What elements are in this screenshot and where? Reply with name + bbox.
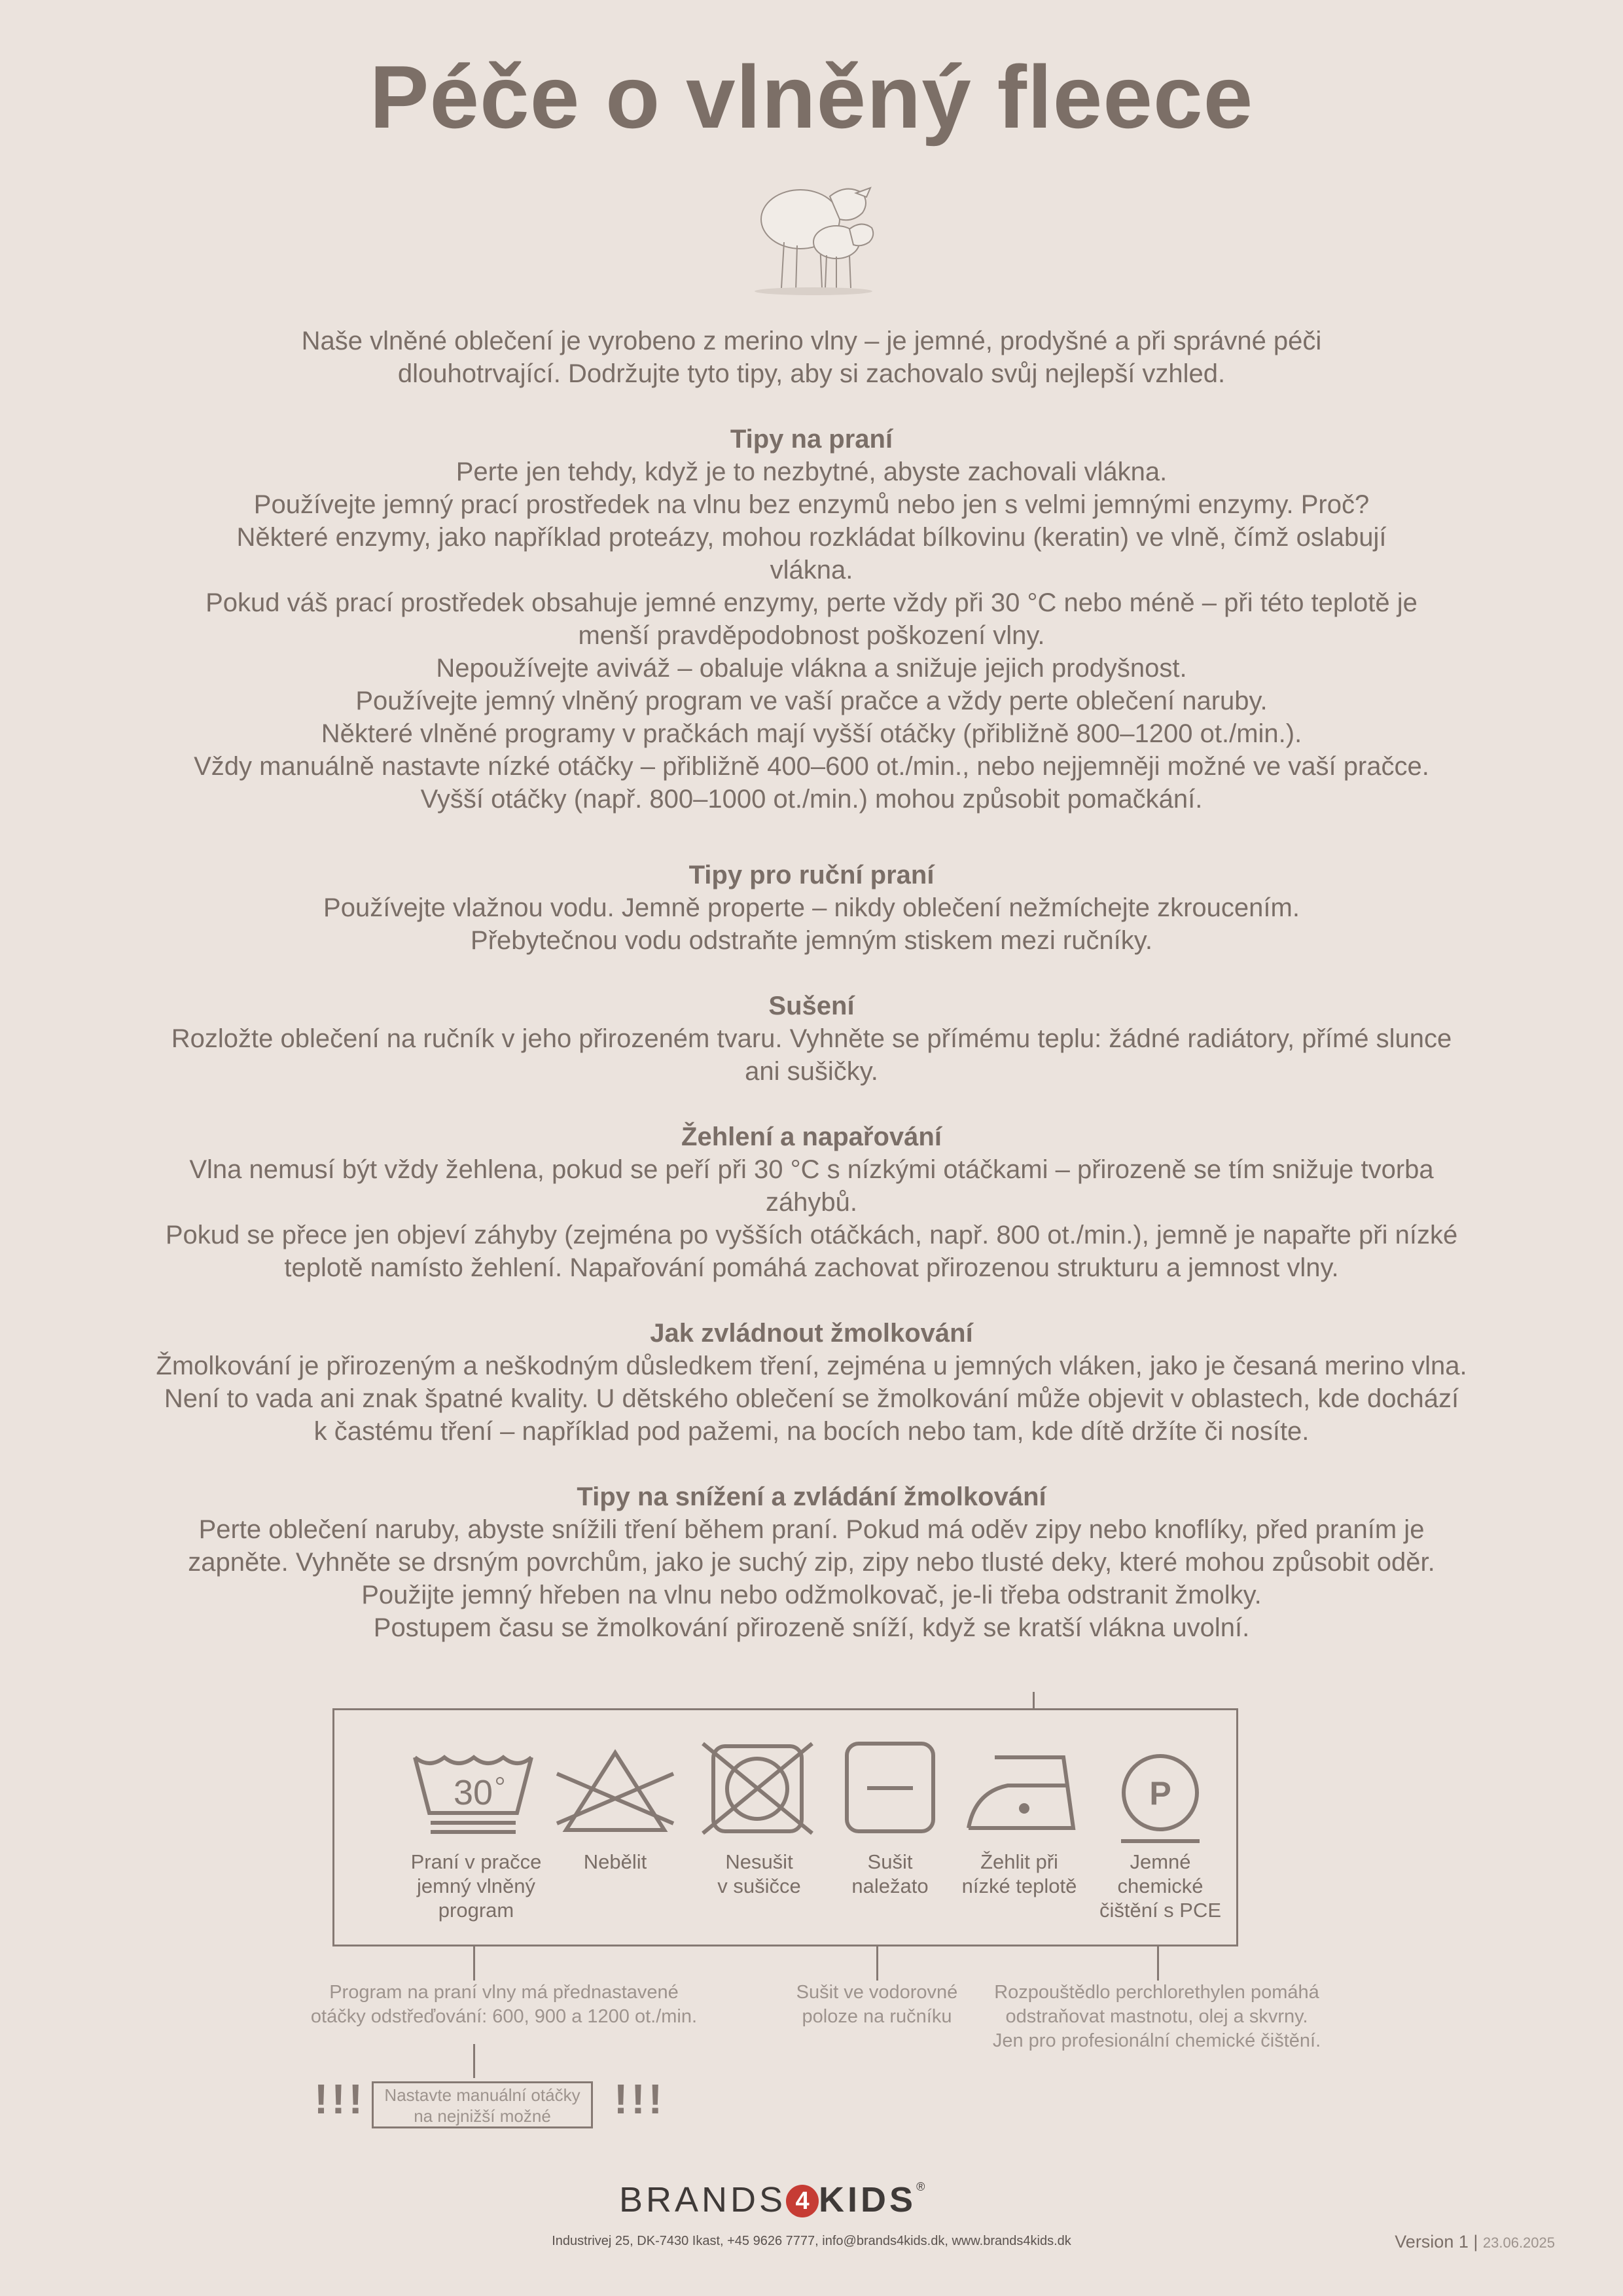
wash-30-wool-icon bbox=[411, 1751, 535, 1839]
brand-logo-right: KIDS bbox=[819, 2180, 917, 2219]
section-line: Pokud se přece jen objeví záhyby (zejména po vyšších otáčkách, např. 800 ot./min.), jemně je napařte při nízké bbox=[165, 1221, 1458, 1249]
section-heading: Tipy na snížení a zvládání žmolkování bbox=[577, 1482, 1046, 1511]
section-line: k častému tření – například pod pažemi, na bocích nebo tam, kde dítě držíte či nosíte. bbox=[313, 1417, 1310, 1446]
footer-contact: Industrivej 25, DK-7430 Ikast, +45 9626 7777, info@brands4kids.dk, www.brands4kids.dk bbox=[552, 2234, 1071, 2248]
section-line: teplotě namísto žehlení. Napařování pomáhá zachovat přirozenou strukturu a jemnost vlny. bbox=[284, 1253, 1339, 1282]
section-line: Používejte jemný vlněný program ve vaší pračce a vždy perte oblečení naruby. bbox=[355, 687, 1268, 715]
intro-text bbox=[124, 325, 1499, 390]
section-line: Rozložte oblečení na ručník v jeho přirozeném tvaru. Vyhněte se přímému teplu: žádné radiátory, přímé slunce bbox=[171, 1024, 1452, 1053]
brand-logo-left: BRANDS bbox=[619, 2180, 787, 2219]
section-line: Perte jen tehdy, když je to nezbytné, abyste zachovali vlákna. bbox=[455, 457, 1168, 486]
section-drying bbox=[124, 990, 1499, 1088]
section-hand-wash-tips bbox=[124, 859, 1499, 957]
section-line: Nepoužívejte aviváž – obaluje vlákna a snižuje jejich prodyšnost. bbox=[436, 654, 1187, 683]
brand-logo-reg: ® bbox=[916, 2180, 925, 2193]
page-title: Péče o vlněný fleece bbox=[369, 47, 1254, 147]
section-heading: Tipy pro ruční praní bbox=[688, 861, 935, 889]
no-bleach-icon bbox=[553, 1748, 677, 1836]
section-line: Vždy manuálně nastavte nízké otáčky – přibližně 400–600 ot./min., nebo nejjemněji možné ve vaší pračce. bbox=[194, 752, 1429, 781]
warning-box: Nastavte manuální otáčky na nejnižší možné bbox=[372, 2081, 593, 2128]
symbol-label-no-tumble-dry: Nesušit v sušičce bbox=[717, 1850, 801, 1897]
warning-marks-left: !!! bbox=[314, 2075, 366, 2123]
section-heading: Sušení bbox=[768, 992, 855, 1020]
section-heading: Žehlení a napařování bbox=[681, 1122, 942, 1151]
section-ironing bbox=[124, 1121, 1499, 1284]
dry-flat-icon bbox=[844, 1741, 936, 1836]
version-label: Version 1 | bbox=[1395, 2232, 1478, 2251]
sheep-illustration-icon bbox=[738, 157, 889, 298]
section-heading: Tipy na praní bbox=[730, 425, 893, 454]
section-line: vlákna. bbox=[770, 556, 853, 584]
connector-line bbox=[1033, 1692, 1035, 1708]
no-tumble-dry-icon bbox=[700, 1741, 815, 1836]
dry-clean-letter: P bbox=[1149, 1775, 1171, 1812]
section-line: Vlna nemusí být vždy žehlena, pokud se peří při 30 °C s nízkými otáčkami – přirozeně se tím snižuje tvorba bbox=[189, 1155, 1434, 1184]
warning-marks-right: !!! bbox=[614, 2075, 666, 2123]
symbol-label-no-bleach: Nebělit bbox=[583, 1850, 647, 1873]
section-pilling bbox=[124, 1317, 1499, 1448]
connector-line bbox=[473, 1946, 475, 1981]
iron-low-icon bbox=[965, 1751, 1080, 1833]
section-line: Některé vlněné programy v pračkách mají vyšší otáčky (přibližně 800–1200 ot./min.). bbox=[321, 719, 1302, 748]
section-washing-tips bbox=[124, 423, 1499, 816]
note-dry-flat: Sušit ve vodorovné poloze na ručníku bbox=[796, 1982, 958, 2027]
section-line: Postupem času se žmolkování přirozeně sníží, když se kratší vlákna uvolní. bbox=[373, 1613, 1250, 1642]
wash-temp-label: 30 bbox=[453, 1773, 493, 1812]
section-line: záhybů. bbox=[765, 1188, 858, 1217]
section-line: Přebytečnou vodu odstraňte jemným stiskem mezi ručníky. bbox=[471, 926, 1152, 955]
connector-line bbox=[876, 1946, 878, 1981]
dry-clean-p-icon bbox=[1118, 1751, 1203, 1846]
intro-line: dlouhotrvající. Dodržujte tyto tipy, aby si zachovalo svůj nejlepší vzhled. bbox=[397, 359, 1226, 388]
connector-line bbox=[1157, 1946, 1159, 1981]
note-wash-program: Program na praní vlny má přednastavené otáčky odstřeďování: 600, 900 a 1200 ot./min. bbox=[310, 1982, 698, 2027]
symbol-label-wash: Praní v pračce jemný vlněný program bbox=[410, 1850, 542, 1922]
brand-logo bbox=[619, 2179, 925, 2220]
section-line: Některé enzymy, jako například proteázy, mohou rozkládat bílkovinu (keratin) ve vlně, čímž oslabují bbox=[236, 523, 1387, 552]
section-line: Vyšší otáčky (např. 800–1000 ot./min.) mohou způsobit pomačkání. bbox=[420, 785, 1203, 814]
section-line: zapněte. Vyhněte se drsným povrchům, jako je suchý zip, zipy nebo tlusté deky, které mohou způsobit oděr. bbox=[188, 1548, 1435, 1577]
intro-line: Naše vlněné oblečení je vyrobeno z merino vlny – je jemné, prodyšné a při správné péči bbox=[301, 327, 1322, 355]
section-pilling-tips bbox=[124, 1480, 1499, 1644]
brand-logo-number: 4 bbox=[786, 2185, 819, 2217]
section-line: Perte oblečení naruby, abyste snížili tření během praní. Pokud má oděv zipy nebo knoflíky, před praním je bbox=[198, 1515, 1425, 1544]
section-line: Není to vada ani znak špatné kvality. U dětského oblečení se žmolkování může objevit v oblastech, kde dochází bbox=[164, 1384, 1459, 1413]
symbol-label-dry-flat: Sušit naležato bbox=[851, 1850, 929, 1897]
note-dry-clean: Rozpouštědlo perchlorethylen pomáhá odstraňovat mastnotu, olej a skvrny. Jen pro profesionální chemické čištění. bbox=[992, 1982, 1321, 2051]
section-line: Používejte vlažnou vodu. Jemně properte – nikdy oblečení nežmíchejte zkroucením. bbox=[323, 893, 1300, 922]
section-line: Použijte jemný hřeben na vlnu nebo odžmolkovač, je-li třeba odstranit žmolky. bbox=[361, 1581, 1262, 1609]
symbol-label-dry-clean: Jemné chemické čištění s PCE bbox=[1099, 1850, 1222, 1922]
version-date: 23.06.2025 bbox=[1482, 2234, 1555, 2251]
symbol-label-iron: Žehlit při nízké teplotě bbox=[961, 1850, 1077, 1897]
connector-line bbox=[473, 2044, 475, 2078]
section-line: Žmolkování je přirozeným a neškodným důsledkem tření, zejména u jemných vláken, jako je česaná merino vlna. bbox=[156, 1352, 1467, 1380]
section-line: ani sušičky. bbox=[745, 1057, 878, 1086]
section-heading: Jak zvládnout žmolkování bbox=[650, 1319, 973, 1348]
version-info bbox=[1395, 2232, 1555, 2252]
section-line: Pokud váš prací prostředek obsahuje jemné enzymy, perte vždy při 30 °C nebo méně – při této teplotě je bbox=[205, 588, 1418, 617]
section-line: menší pravděpodobnost poškození vlny. bbox=[578, 621, 1045, 650]
section-line: Používejte jemný prací prostředek na vlnu bez enzymů nebo jen s velmi jemnými enzymy. Proč? bbox=[253, 490, 1370, 519]
